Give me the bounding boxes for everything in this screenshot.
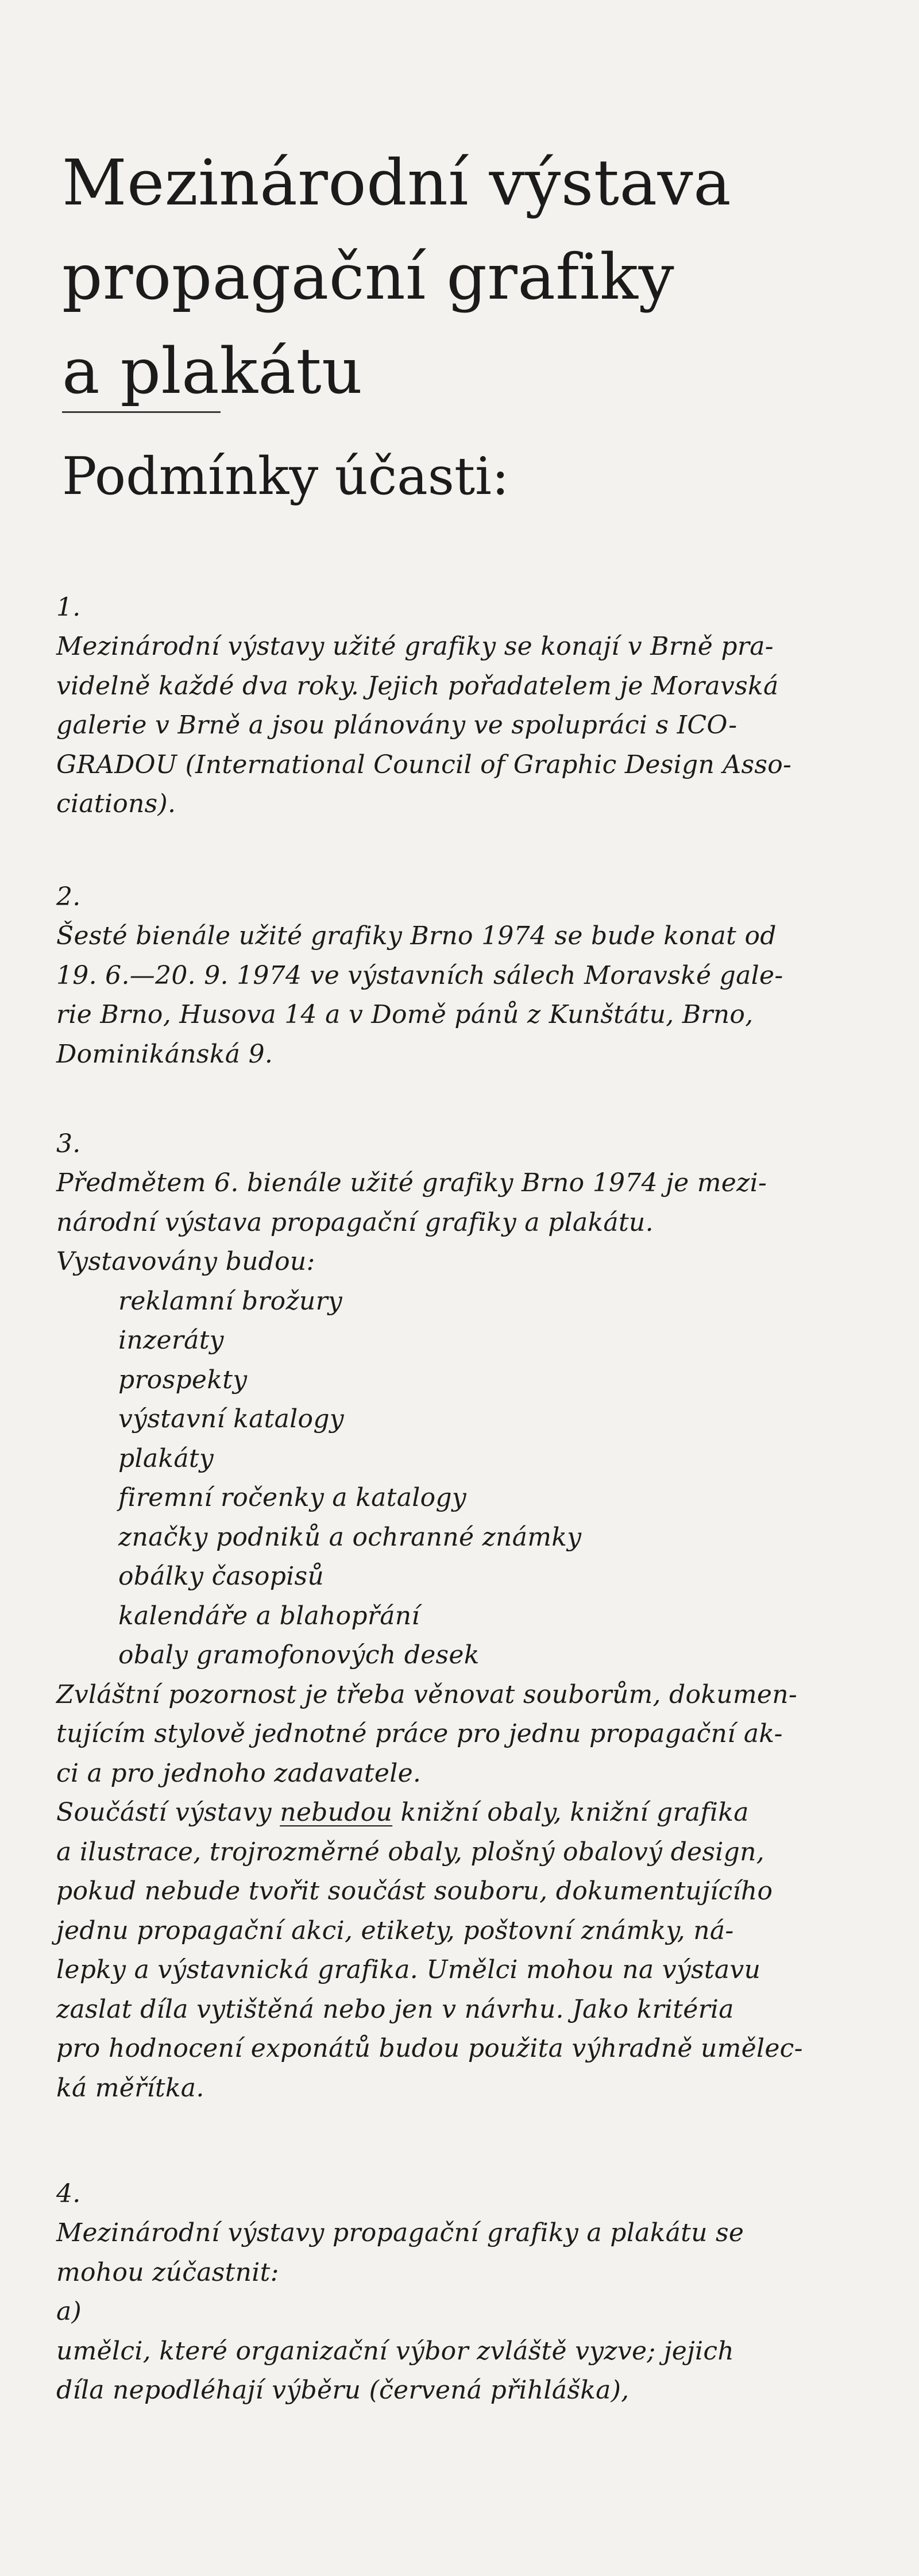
text-line: videlně každé dva roky. Jejich pořadatelem je Moravská <box>56 671 779 701</box>
list-item: výstavní katalogy <box>118 1404 344 1434</box>
list-item: značky podniků a ochranné známky <box>118 1522 582 1552</box>
page-title <box>62 136 809 418</box>
title-line-3: a plakátu <box>62 334 363 408</box>
list-item: kalendáře a blahopřání <box>118 1601 420 1631</box>
text-line: mohou zúčastnit: <box>56 2257 279 2287</box>
text-line: národní výstava propagační grafiky a plakátu. <box>56 1207 654 1237</box>
section-number: 3. <box>56 1129 81 1158</box>
list-item: obálky časopisů <box>118 1562 325 1591</box>
text-line: Dominikánská 9. <box>56 1039 273 1069</box>
title-divider <box>62 411 221 413</box>
text-line: ci a pro jednoho zadavatele. <box>56 1758 422 1788</box>
section-3 <box>56 1125 860 2108</box>
text-line: tujícím stylově jednotné práce pro jednu propagační ak- <box>56 1719 783 1748</box>
text-fragment: knižní obaly, knižní grafika <box>392 1798 749 1827</box>
text-line: Vystavovány budou: <box>56 1247 315 1276</box>
text-line: pokud nebude tvořit součást souboru, dokumentujícího <box>56 1876 773 1906</box>
list-item: firemní ročenky a katalogy <box>118 1483 467 1512</box>
text-line: rie Brno, Husova 14 a v Domě pánů z Kunštátu, Brno, <box>56 1000 754 1029</box>
section-2 <box>56 878 860 1074</box>
text-line: Mezinárodní výstavy užité grafiky se konají v Brně pra- <box>56 632 774 661</box>
text-line: ká měřítka. <box>56 2073 204 2103</box>
section-number: 2. <box>56 882 81 912</box>
text-line: Šesté bienále užité grafiky Brno 1974 se bude konat od <box>56 921 777 951</box>
title-line-2: propagační grafiky <box>62 240 675 314</box>
section-number: 1. <box>56 593 81 622</box>
text-line: Zvláštní pozornost je třeba věnovat souborům, dokumen- <box>56 1679 798 1709</box>
list-item: inzeráty <box>118 1326 224 1355</box>
text-line: Předmětem 6. bienále užité grafiky Brno 1974 je mezi- <box>56 1168 767 1198</box>
section-1 <box>56 588 860 824</box>
text-line: a) <box>56 2297 82 2326</box>
list-item: obaly gramofonových desek <box>118 1640 480 1670</box>
text-line: galerie v Brně a jsou plánovány ve spolupráci s ICO- <box>56 710 737 740</box>
text-line: díla nepodléhají výběru (červená přihláška), <box>56 2376 630 2405</box>
text-line: ciations). <box>56 789 176 818</box>
text-line <box>56 1793 860 1833</box>
text-line: GRADOU (International Council of Graphic Design Asso- <box>56 750 792 779</box>
subtitle: Podmínky účasti: <box>62 446 509 507</box>
section-4 <box>56 2175 860 2411</box>
underlined-word: nebudou <box>280 1798 393 1827</box>
text-line: 19. 6.—20. 9. 1974 ve výstavních sálech Moravské gale- <box>56 960 783 990</box>
list-item: plakáty <box>118 1443 214 1473</box>
text-line: jednu propagační akci, etikety, poštovní známky, ná- <box>56 1915 734 1945</box>
section-number: 4. <box>56 2179 81 2208</box>
text-line: umělci, které organizační výbor zvláště vyzve; jejich <box>56 2336 734 2366</box>
text-line: lepky a výstavnická grafika. Umělci mohou na výstavu <box>56 1955 761 1984</box>
text-line: Mezinárodní výstavy propagační grafiky a plakátu se <box>56 2218 744 2247</box>
list-item: reklamní brožury <box>118 1286 343 1316</box>
text-fragment: Součástí výstavy <box>56 1798 280 1827</box>
text-line: a ilustrace, trojrozměrné obaly, plošný obalový design, <box>56 1837 765 1867</box>
text-line: zaslat díla vytištěná nebo jen v návrhu. Jako kritéria <box>56 1994 734 2024</box>
text-line: pro hodnocení exponátů budou použita výhradně umělec- <box>56 2034 803 2063</box>
list-item: prospekty <box>118 1365 248 1395</box>
title-line-1: Mezinárodní výstava <box>62 146 732 219</box>
